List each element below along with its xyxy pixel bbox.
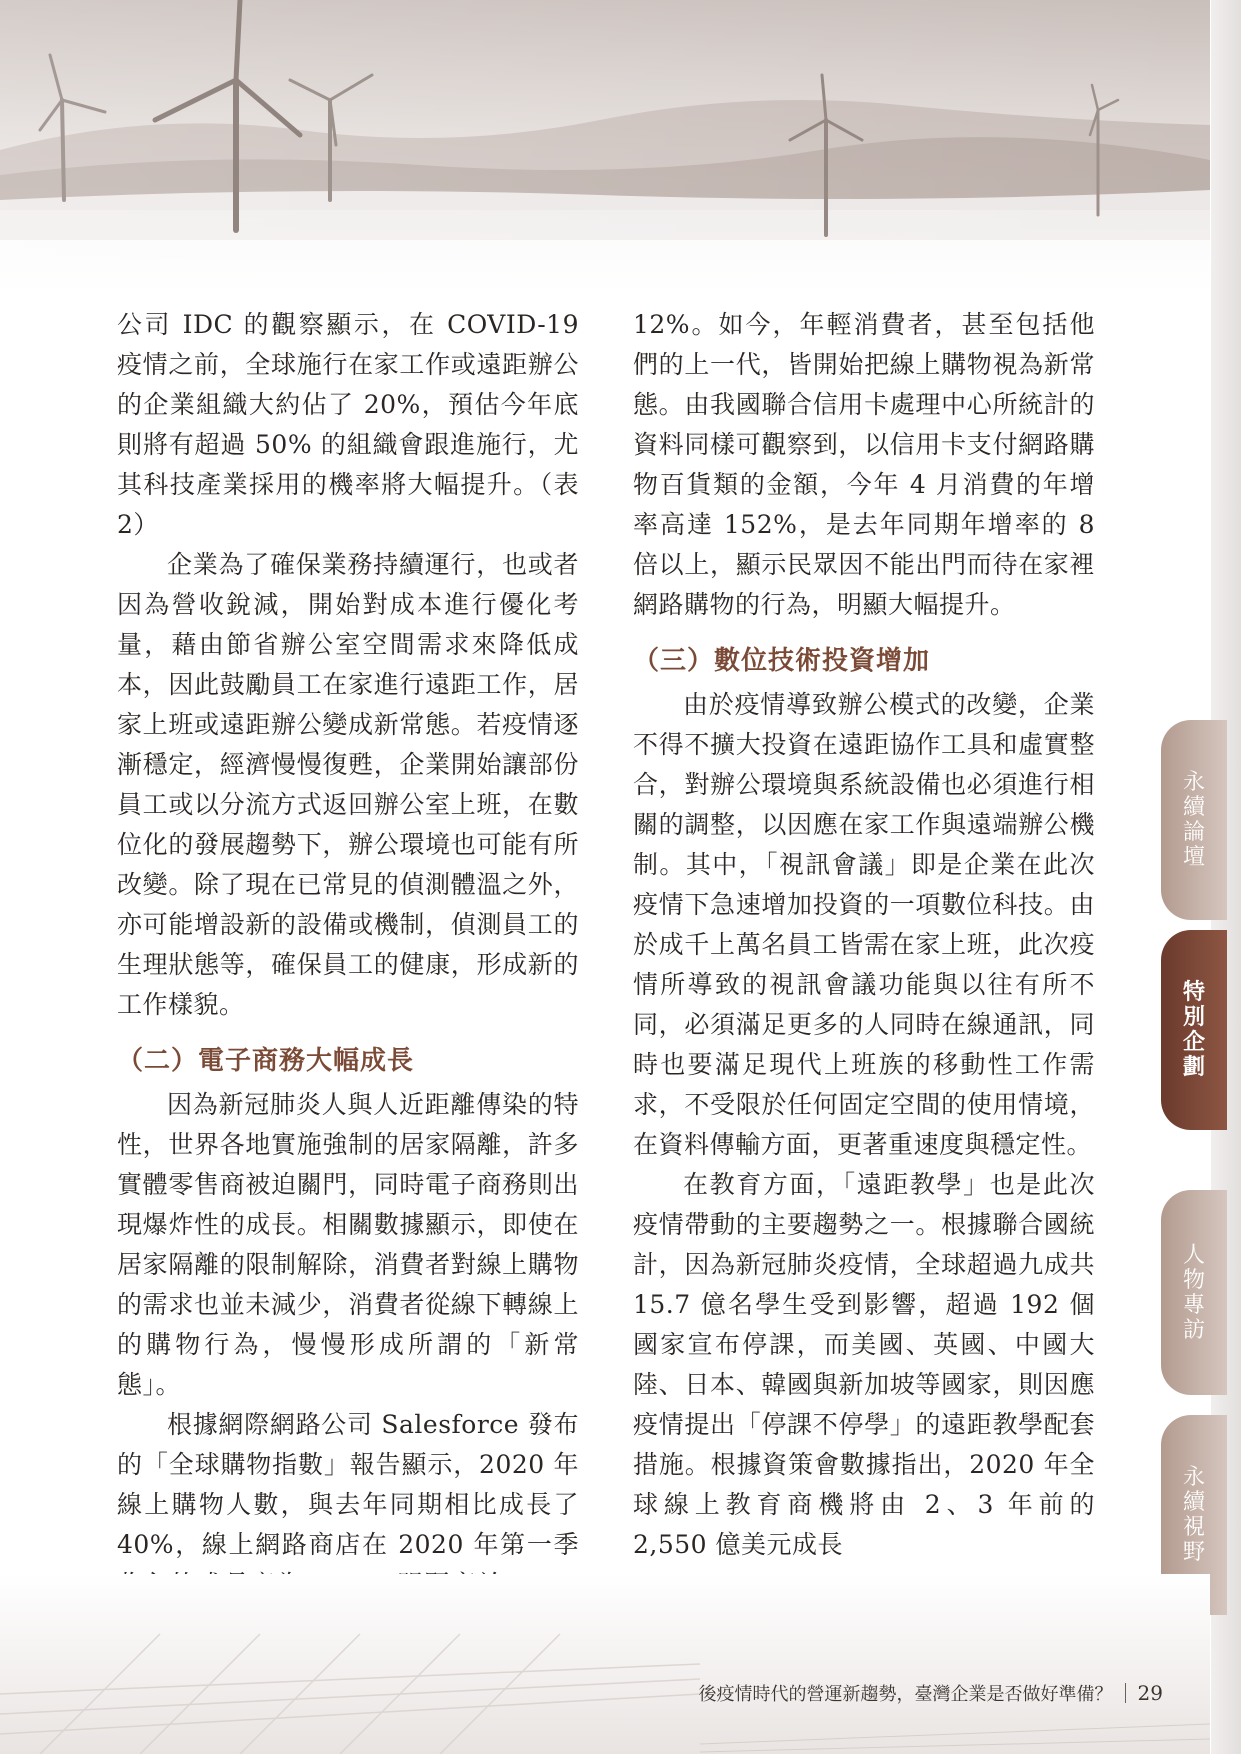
left-paragraph-4: 根據網際網路公司 Salesforce 發布的「全球購物指數」報告顯示，2020 年線上購物人數，與去年同期相比成長了 40%，線上網路商店在 2020 年第一季 (117, 1410, 579, 1559)
right-text-column (633, 305, 1095, 1565)
left-paragraph-3: 因為新冠肺炎人與人近距離傳染的特性，世界各地實施強制的居家隔離，許多實體零售商被迫關門，同時電子商務則出現爆炸性的成長。相關數據顯示，即使在居家隔離的限制解除，消費者對線上購物的需求也並未減少，消費者從線下轉線上的購物行為，慢慢形成所謂的「新常態」。 (117, 1090, 579, 1399)
page-footer (699, 1680, 1163, 1706)
tab-special-feature[interactable] (1161, 930, 1227, 1130)
header-wind-turbine-image (0, 0, 1210, 300)
footer-solar-panel-image (0, 1574, 1210, 1754)
tab-sustainability-forum[interactable] (1161, 720, 1227, 920)
footer-article-title: 後疫情時代的營運新趨勢，臺灣企業是否做好準備？ (698, 1684, 1113, 1705)
footer-divider (1125, 1683, 1126, 1703)
tab-interview[interactable] (1161, 1190, 1227, 1395)
tab-label: 永續論壇 (1182, 770, 1205, 870)
tab-label: 特別企劃 (1182, 980, 1205, 1080)
left-paragraph-2: 企業為了確保業務持續運行，也或者因為營收銳減，開始對成本進行優化考量，藉由節省辦公室空間需求來降低成本，因此鼓勵員工在家進行遠距工作，居家上班或遠距辦公變成新常態。若疫情逐漸穩定，經濟慢慢復甦，企業開始讓部份員工或以分流方式返回辦公室上班，在數位化的發展趨勢下，辦公環境也可能有所改變。除了現在已常見的偵測體溫之外，亦可能增設新的設備或機制，偵測員工的生理狀態等，確保員工的健康，形成新的工作樣貌。 (117, 550, 579, 1019)
section-heading-ecommerce: （二）電子商務大幅成長 (117, 1046, 415, 1076)
page-number: 29 (1137, 1681, 1163, 1705)
tab-label: 人物專訪 (1182, 1242, 1205, 1343)
section-heading-digital-investment: （三）數位技術投資增加 (633, 646, 931, 676)
left-paragraph-1: 公司 IDC 的觀察顯示，在 COVID-19 疫情之前，全球施行在家工作或遠距辦公的企業組織大約佔了 20%，預估今年底則將有超過 50% 的組織會跟進施行，尤其科技產業採用的機率將大幅提升。（表 2） (117, 310, 579, 539)
tab-label: 永續視野 (1182, 1465, 1205, 1565)
right-paragraph-2: 由於疫情導致辦公模式的改變，企業不得不擴大投資在遠距協作工具和虛實整合，對辦公環境與系統設備也必須進行相關的調整，以因應在家工作與遠端辦公機制。其中，「視訊會議」即是企業在此次疫情下急速增加投資的一項數位科技。由於成千上萬名員工皆需在家上班，此次疫情所導致的視訊會議功能與以往有所不同，必須滿足更多的人同時在線通訊，同時也要滿足現代上班族的移動性工作需求，不受限於任何固定空間的使用情境，在資料傳輸方面，更著重速度與穩定性。 (633, 690, 1095, 1159)
left-text-column (117, 305, 579, 1645)
right-paragraph-1: 12%。如今，年輕消費者，甚至包括他們的上一代，皆開始把線上購物視為新常態。由我國聯合信用卡處理中心所統計的資料同樣可觀察到，以信用卡支付網路購物百貨類的金額，今年 4 月消費的年增率高達 152%，是去年同期年增率的 8 倍以上，顯示民眾因不能出門而待在家裡網路購物的行為，明顯大幅提升。 (633, 310, 1095, 619)
right-paragraph-3: 在教育方面，「遠距教學」也是此次疫情帶動的主要趨勢之一。根據聯合國統計，因為新冠肺炎疫情，全球超過九成共 15.7 億名學生受到影響，超過 192 個國家宣布停課，而美國、英國、中國大陸、日本、韓國與新加坡等國家，則因應疫情提出「停課不停學」的遠距教學配套措施。根據資策會數據指出，2020 年全球線上教育商機將由 2、3 年前的 2,550 億美元成長 (633, 1170, 1095, 1559)
